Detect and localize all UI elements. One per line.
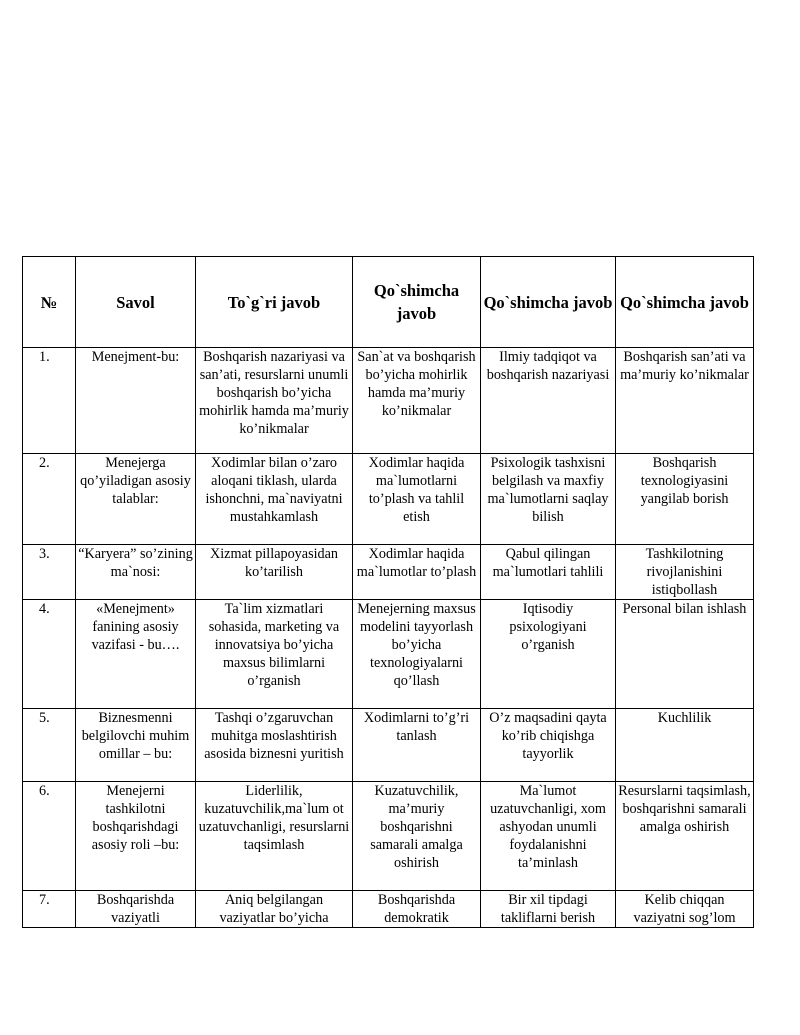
additional-answer-cell: Boshqarish texnologiyasini yangilab borish — [616, 454, 754, 545]
additional-answer-cell: Tashkilotning rivojlanishini istiqbollash — [616, 545, 754, 600]
header-additional-answer-3: Qo`shimcha javob — [616, 257, 754, 348]
row-number: 3. — [23, 545, 76, 600]
header-correct-answer: To`g`ri javob — [196, 257, 353, 348]
row-number: 1. — [23, 348, 76, 454]
correct-answer-cell: Xizmat pillapoyasidan ko’tarilish — [196, 545, 353, 600]
table-row — [23, 545, 754, 600]
additional-answer-cell: Kuzatuvchilik, ma’muriy boshqarishni samarali amalga oshirish — [353, 782, 481, 891]
table-row — [23, 709, 754, 782]
additional-answer-cell: Xodimlar haqida ma`lumotlarni to’plash va tahlil etish — [353, 454, 481, 545]
table-row — [23, 891, 754, 928]
correct-answer-cell: Xodimlar bilan o’zaro aloqani tiklash, ularda ishonchni, ma`naviyatni mustahkamlash — [196, 454, 353, 545]
additional-answer-cell: Boshqarishda demokratik — [353, 891, 481, 928]
question-cell: Boshqarishda vaziyatli — [76, 891, 196, 928]
header-additional-answer-1: Qo`shimcha javob — [353, 257, 481, 348]
additional-answer-cell: Resurslarni taqsimlash, boshqarishni samarali amalga oshirish — [616, 782, 754, 891]
correct-answer-cell: Ta`lim xizmatlari sohasida, marketing va innovatsiya bo’yicha maxsus bilimlarni o’rganish — [196, 600, 353, 709]
question-cell: Menejment-bu: — [76, 348, 196, 454]
correct-answer-cell: Tashqi o’zgaruvchan muhitga moslashtirish asosida biznesni yuritish — [196, 709, 353, 782]
additional-answer-cell: Kelib chiqqan vaziyatni sog’lom — [616, 891, 754, 928]
header-number: № — [23, 257, 76, 348]
additional-answer-cell: O’z maqsadini qayta ko’rib chiqishga tayyorlik — [481, 709, 616, 782]
correct-answer-cell: Liderlilik, kuzatuvchilik,ma`lum ot uzatuvchanligi, resurslarni taqsimlash — [196, 782, 353, 891]
correct-answer-cell: Boshqarish nazariyasi va san’ati, resurslarni unumli boshqarish bo’yicha mohirlik hamda ma’muriy ko’nikmalar — [196, 348, 353, 454]
additional-answer-cell: Psixologik tashxisni belgilash va maxfiy ma`lumotlarni saqlay bilish — [481, 454, 616, 545]
row-number: 7. — [23, 891, 76, 928]
correct-answer-cell: Aniq belgilangan vaziyatlar bo’yicha — [196, 891, 353, 928]
question-cell: Menejerga qo’yiladigan asosiy talablar: — [76, 454, 196, 545]
additional-answer-cell: Bir xil tipdagi takliflarni berish — [481, 891, 616, 928]
additional-answer-cell: Boshqarish san’ati va ma’muriy ko’nikmalar — [616, 348, 754, 454]
row-number: 5. — [23, 709, 76, 782]
row-number: 2. — [23, 454, 76, 545]
additional-answer-cell: San`at va boshqarish bo’yicha mohirlik hamda ma’muriy ko’nikmalar — [353, 348, 481, 454]
question-cell: Biznesmenni belgilovchi muhim omillar – bu: — [76, 709, 196, 782]
question-cell: «Menejment» fanining asosiy vazifasi - bu…. — [76, 600, 196, 709]
additional-answer-cell: Personal bilan ishlash — [616, 600, 754, 709]
question-cell: “Karyera” so’zining ma`nosi: — [76, 545, 196, 600]
table-row — [23, 600, 754, 709]
header-question: Savol — [76, 257, 196, 348]
additional-answer-cell: Xodimlarni to’g’ri tanlash — [353, 709, 481, 782]
table-row — [23, 782, 754, 891]
table-row — [23, 348, 754, 454]
additional-answer-cell: Xodimlar haqida ma`lumotlar to’plash — [353, 545, 481, 600]
table-row — [23, 454, 754, 545]
row-number: 6. — [23, 782, 76, 891]
additional-answer-cell: Ma`lumot uzatuvchanligi, xom ashyodan unumli foydalanishni ta’minlash — [481, 782, 616, 891]
table-header-row — [23, 257, 754, 348]
header-additional-answer-2: Qo`shimcha javob — [481, 257, 616, 348]
additional-answer-cell: Qabul qilingan ma`lumotlari tahlili — [481, 545, 616, 600]
row-number: 4. — [23, 600, 76, 709]
additional-answer-cell: Ilmiy tadqiqot va boshqarish nazariyasi — [481, 348, 616, 454]
additional-answer-cell: Iqtisodiy psixologiyani o’rganish — [481, 600, 616, 709]
additional-answer-cell: Kuchlilik — [616, 709, 754, 782]
additional-answer-cell: Menejerning maxsus modelini tayyorlash bo’yicha texnologiyalarni qo’llash — [353, 600, 481, 709]
question-cell: Menejerni tashkilotni boshqarishdagi asosiy roli –bu: — [76, 782, 196, 891]
quiz-table — [22, 256, 754, 928]
